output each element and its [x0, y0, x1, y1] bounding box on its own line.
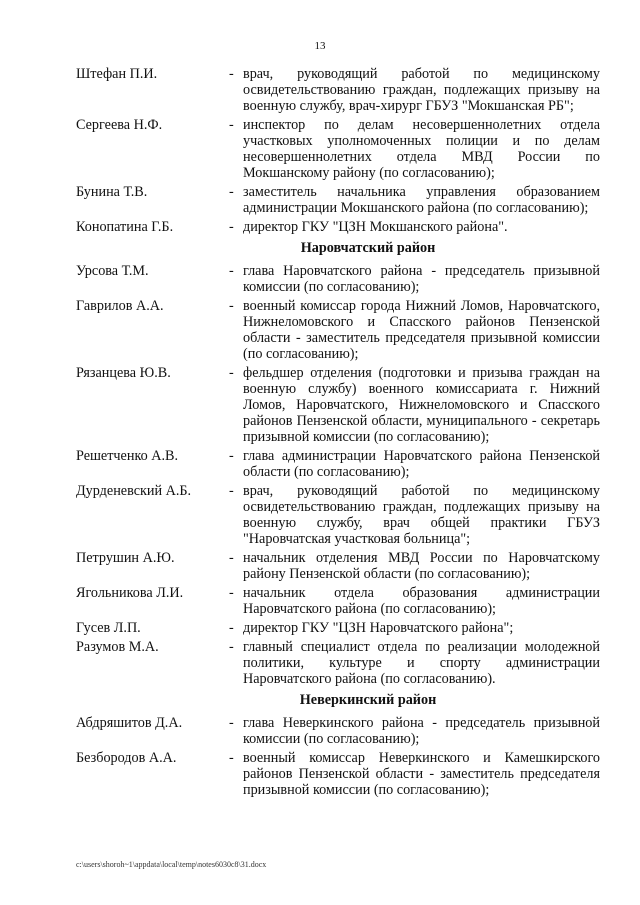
entry-dash: -: [229, 620, 234, 636]
district-heading: Неверкинский район: [299, 692, 437, 708]
entry-dash: -: [229, 550, 234, 566]
entry-dash: -: [229, 219, 234, 235]
member-entry: [76, 263, 600, 295]
member-position: глава Наровчатского района - председатель призывной комиссии (по согласованию);: [243, 263, 600, 295]
member-position: глава администрации Наровчатского района Пензенской области (по согласованию);: [243, 448, 600, 480]
member-position: начальник отделения МВД России по Наровчатскому району Пензенской области (по согласованию);: [243, 550, 600, 582]
member-position: заместитель начальника управления образованием администрации Мокшанского района (по согласованию);: [243, 184, 600, 216]
member-entry: [76, 483, 600, 547]
member-position: начальник отдела образования администрации Наровчатского района (по согласованию);: [243, 585, 600, 617]
member-entry: [76, 184, 600, 216]
entry-dash: -: [229, 66, 234, 82]
member-entry: [76, 585, 600, 617]
member-position: военный комиссар города Нижний Ломов, Наровчатского, Нижнеломовского и Спасского районов Пензенской области - заместитель председателя призывной комиссии (по согласованию);: [243, 298, 600, 362]
member-entry: [76, 715, 600, 747]
member-position: директор ГКУ "ЦЗН Мокшанского района".: [243, 219, 508, 235]
entry-dash: -: [229, 483, 234, 499]
member-name: Сергеева Н.Ф.: [76, 117, 163, 133]
member-entry: [76, 219, 600, 235]
member-name: Ягольникова Л.И.: [76, 585, 184, 601]
member-entry: [76, 639, 600, 687]
member-name: Петрушин А.Ю.: [76, 550, 175, 566]
entry-dash: -: [229, 263, 234, 279]
entry-dash: -: [229, 184, 234, 200]
member-entry: [76, 620, 600, 636]
member-position: инспектор по делам несовершеннолетних отдела участковых уполномоченных полиции и по делам несовершеннолетних отдела МВД России по Мокшанскому району (по согласованию);: [243, 117, 600, 181]
entry-dash: -: [229, 117, 234, 133]
member-name: Рязанцева Ю.В.: [76, 365, 171, 381]
member-name: Дурденевский А.Б.: [76, 483, 192, 499]
member-entry: [76, 550, 600, 582]
member-position: военный комиссар Неверкинского и Камешкирского районов Пензенской области - заместитель председателя призывной комиссии (по согласованию);: [243, 750, 600, 798]
member-position: директор ГКУ "ЦЗН Наровчатского района";: [243, 620, 514, 636]
member-name: Штефан П.И.: [76, 66, 158, 82]
member-name: Абдряшитов Д.А.: [76, 715, 183, 731]
entry-dash: -: [229, 639, 234, 655]
page-number: 13: [314, 40, 326, 52]
entry-dash: -: [229, 750, 234, 766]
member-name: Гусев Л.П.: [76, 620, 141, 636]
member-position: фельдшер отделения (подготовки и призыва граждан на военную службу) военного комиссариата г. Нижний Ломов, Наровчатского, Нижнеломовского и Спасского районов Пензенской области, муниципального - секретарь призывной комиссии (по согласованию);: [243, 365, 600, 445]
entry-dash: -: [229, 585, 234, 601]
member-position: врач, руководящий работой по медицинскому освидетельствованию граждан, подлежащих призыву на военную службу, врач общей практики ГБУЗ "Наровчатская участковая больница";: [243, 483, 600, 547]
member-name: Конопатина Г.Б.: [76, 219, 174, 235]
member-entry: [76, 117, 600, 181]
member-entry: [76, 448, 600, 480]
member-entry: [76, 66, 600, 114]
entry-dash: -: [229, 448, 234, 464]
document-body: [76, 66, 600, 801]
entry-dash: -: [229, 715, 234, 731]
file-path-footer: c:\users\shoroh~1\appdata\local\temp\notes6030c8\31.docx: [76, 860, 267, 869]
member-entry: [76, 750, 600, 798]
member-entry: [76, 298, 600, 362]
member-position: врач, руководящий работой по медицинскому освидетельствованию граждан, подлежащих призыву на военную службу, врач-хирург ГБУЗ "Мокшанская РБ";: [243, 66, 600, 114]
member-name: Бунина Т.В.: [76, 184, 148, 200]
district-heading: Наровчатский район: [300, 240, 436, 256]
entry-dash: -: [229, 298, 234, 314]
entry-dash: -: [229, 365, 234, 381]
member-name: Безбородов А.А.: [76, 750, 177, 766]
member-name: Гаврилов А.А.: [76, 298, 164, 314]
member-position: глава Неверкинского района - председатель призывной комиссии (по согласованию);: [243, 715, 600, 747]
member-position: главный специалист отдела по реализации молодежной политики, культуре и спорту администрации Наровчатского района (по согласованию).: [243, 639, 600, 687]
member-name: Разумов М.А.: [76, 639, 159, 655]
member-name: Урсова Т.М.: [76, 263, 149, 279]
member-entry: [76, 365, 600, 445]
member-name: Решетченко А.В.: [76, 448, 179, 464]
